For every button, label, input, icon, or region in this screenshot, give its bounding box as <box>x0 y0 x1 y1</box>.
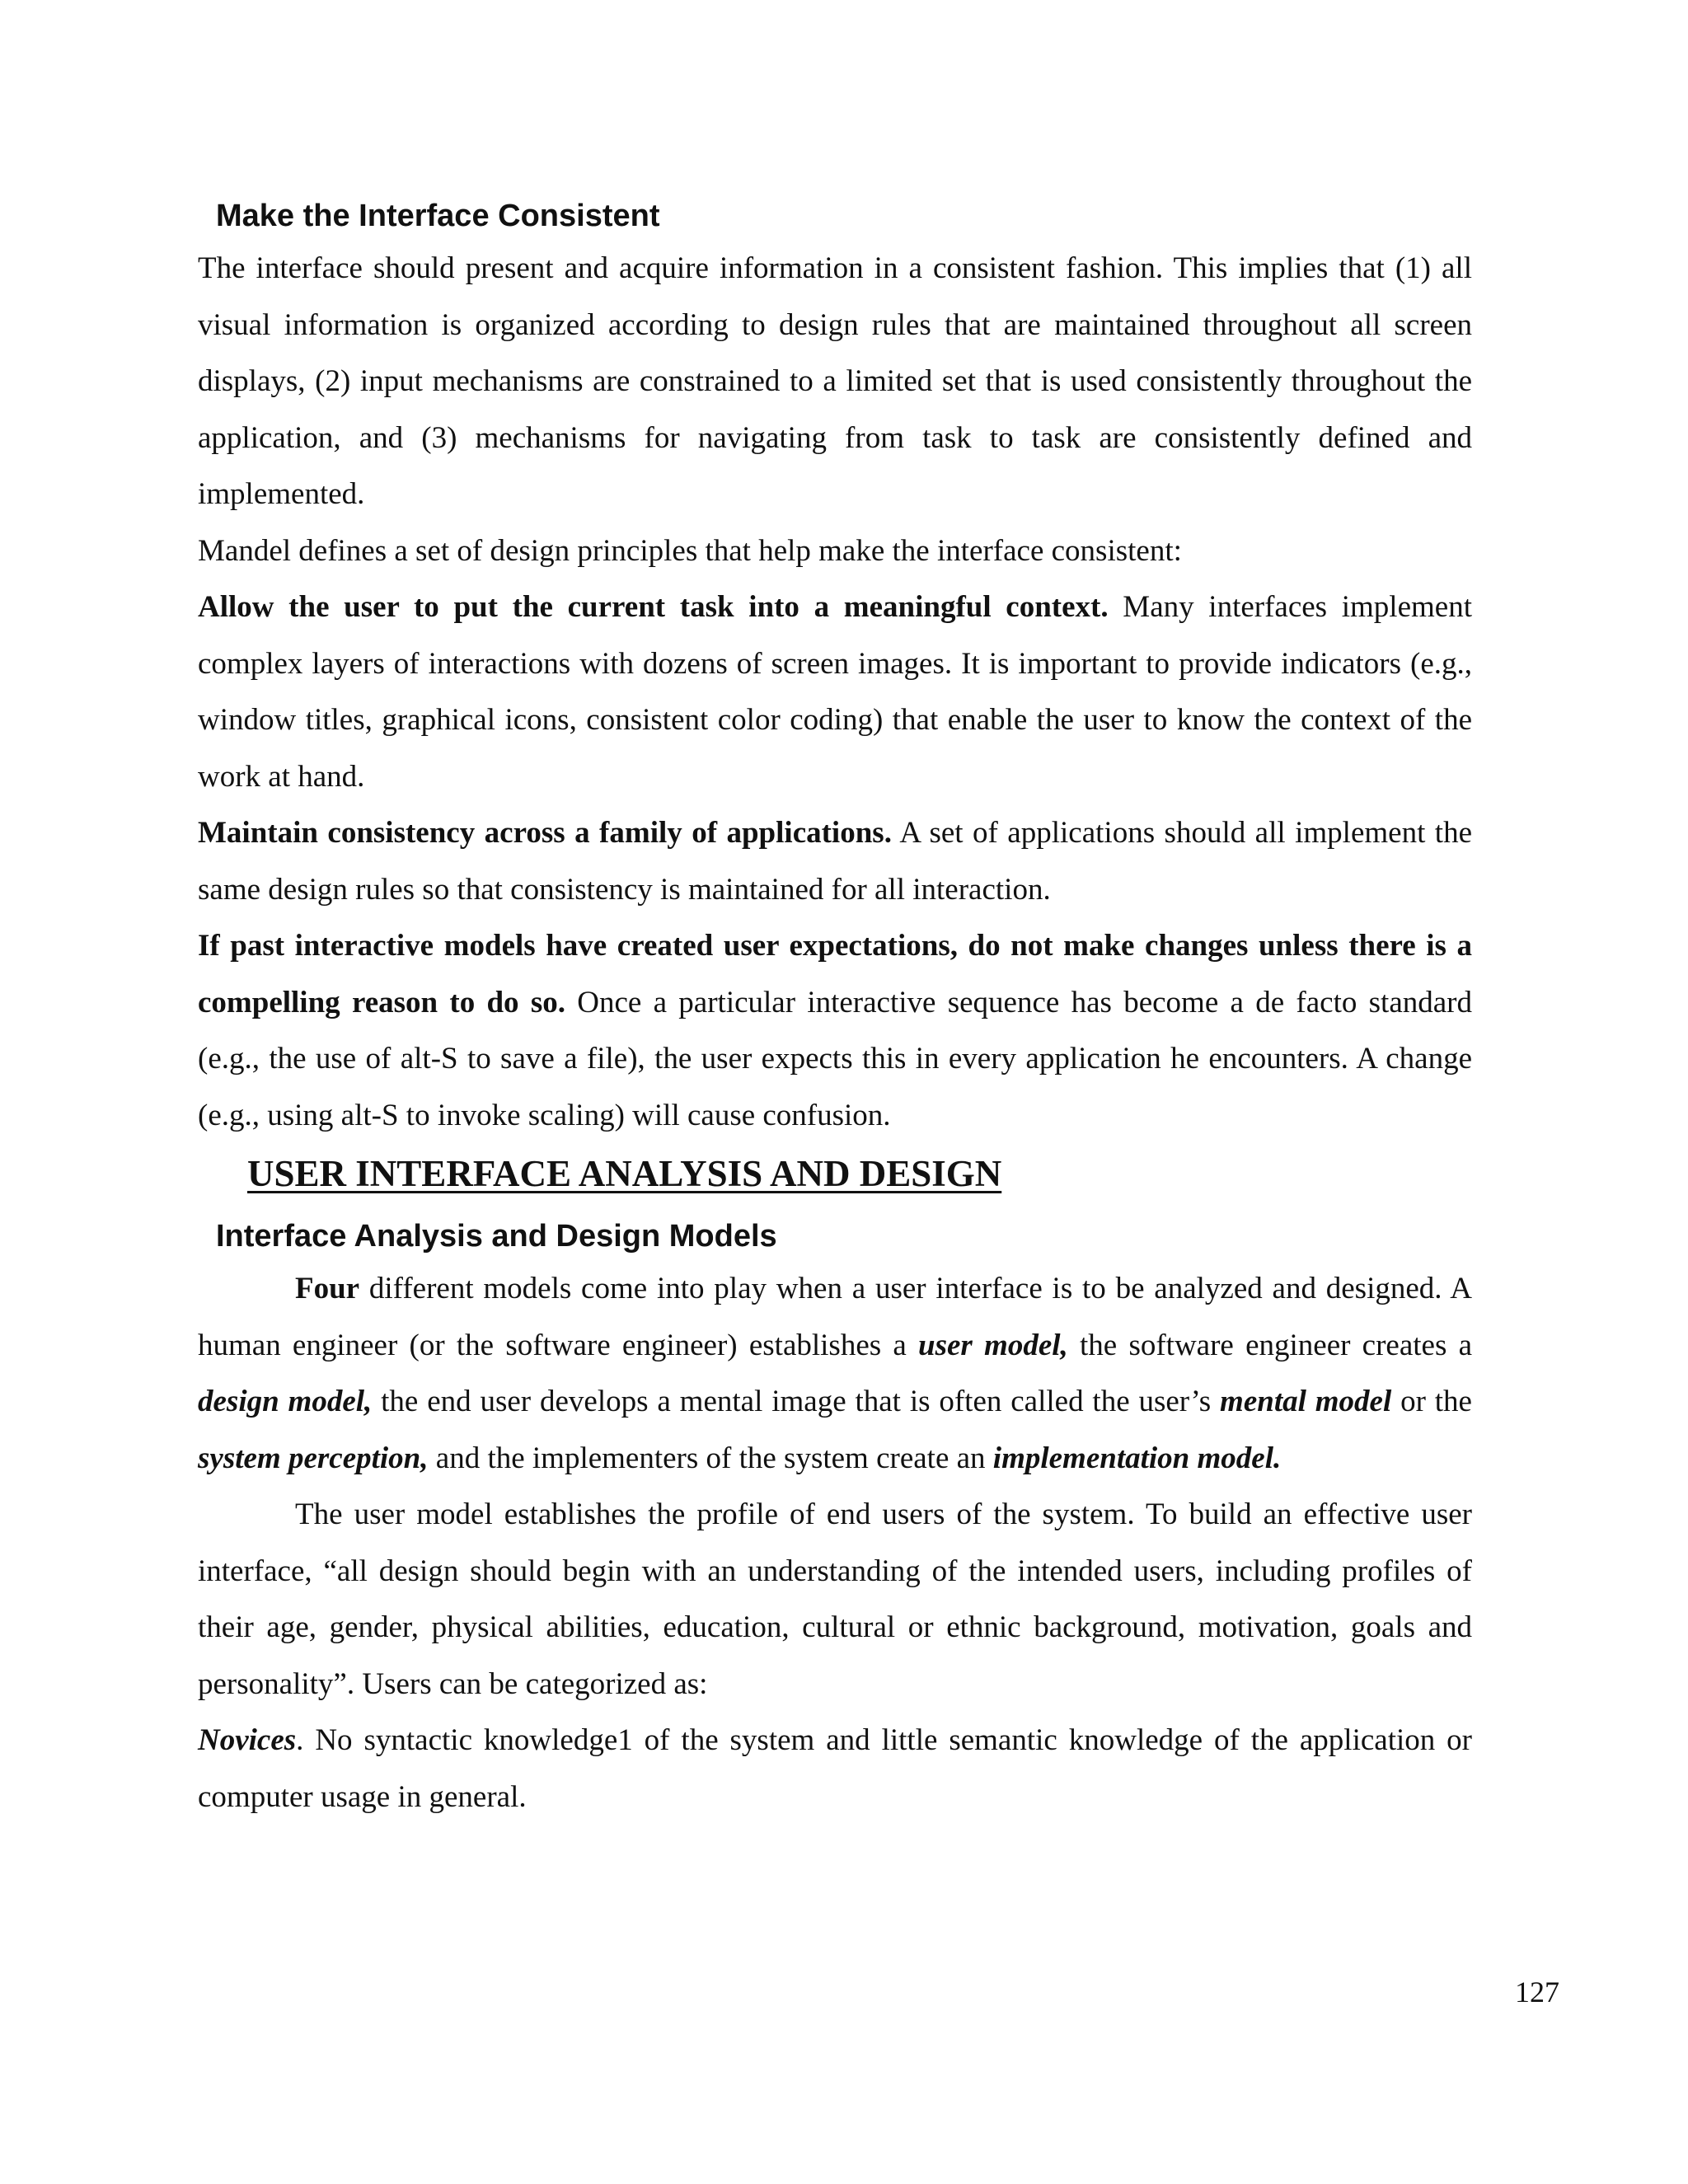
user-model-paragraph: The user model establishes the profile of end users of the system. To build an effective user interface, “all design should begin with an understanding of the intended users, including profiles of their age, gender, physical abilities, education, cultural or ethnic background, motivation, goals and personality”. Users can be categorized as: <box>198 1497 1472 1701</box>
term-implementation-model: implementation model. <box>992 1441 1282 1475</box>
page-content <box>198 191 1472 1825</box>
spacer <box>198 1198 1472 1212</box>
principle-body: Many interfaces implement complex layers of interactions with dozens of screen images. It is important to provide indicators (e.g., window titles, graphical icons, consistent color coding) that enable the user to know the context of the work at hand. <box>198 590 1472 794</box>
text-run: the software engineer creates a <box>1067 1328 1472 1362</box>
text-run: the end user develops a mental image that is often called the user’s <box>372 1385 1221 1418</box>
major-heading: USER INTERFACE ANALYSIS AND DESIGN <box>247 1153 1002 1194</box>
emphasis-four: Four <box>295 1272 360 1305</box>
text-run: or the <box>1391 1385 1472 1418</box>
mandel-paragraph: Mandel defines a set of design principles that help make the interface consistent: <box>198 533 1182 568</box>
intro-paragraph: The interface should present and acquire information in a consistent fashion. This implies that (1) all visual information is organized according to design rules that are maintained throughout all screen displays, (2) input mechanisms are constrained to a limited set that is used consistently throughout the application, and (3) mechanisms for navigating from task to task are consistently defined and implemented. <box>198 251 1472 511</box>
principle-title: Allow the user to put the current task into a meaningful context. <box>198 590 1109 624</box>
principle-title: Maintain consistency across a family of applications. <box>198 816 892 850</box>
principle-title: If past interactive models have created user expectations, do not make changes unless there is a compelling reason to do so. <box>198 929 1472 1019</box>
principle-body: Once a particular interactive sequence has become a de facto standard (e.g., the use of alt-S to save a file), the user expects this in every application he encounters. A change (e.g., using alt-S to invoke scaling) will cause confusion. <box>198 985 1472 1132</box>
principle-body: A set of applications should all implement the same design rules so that consistency is maintained for all interaction. <box>198 816 1473 907</box>
term-mental-model: mental model <box>1220 1385 1392 1418</box>
principle-paragraph-expectations <box>198 918 1472 1144</box>
page-number: 127 <box>1515 1975 1559 2008</box>
text-run: and the implementers of the system create an <box>428 1441 993 1475</box>
term-design-model: design model, <box>198 1385 373 1418</box>
models-paragraph <box>198 1261 1472 1487</box>
section-heading-consistent: Make the Interface Consistent <box>216 199 660 233</box>
term-system-perception: system perception, <box>198 1441 429 1475</box>
term-user-model: user model, <box>918 1328 1068 1362</box>
novices-body: . No syntactic knowledge1 of the system and little semantic knowledge of the application or computer usage in general. <box>198 1723 1472 1814</box>
section-heading-models: Interface Analysis and Design Models <box>216 1219 777 1254</box>
novices-paragraph <box>198 1713 1472 1825</box>
text-run: different models come into play when a user interface is to be analyzed and designed. A human engineer (or the software engineer) establishes a <box>198 1272 1472 1362</box>
principle-paragraph-family <box>198 805 1472 918</box>
principle-paragraph-context <box>198 579 1472 805</box>
term-novices: Novices <box>198 1723 297 1757</box>
